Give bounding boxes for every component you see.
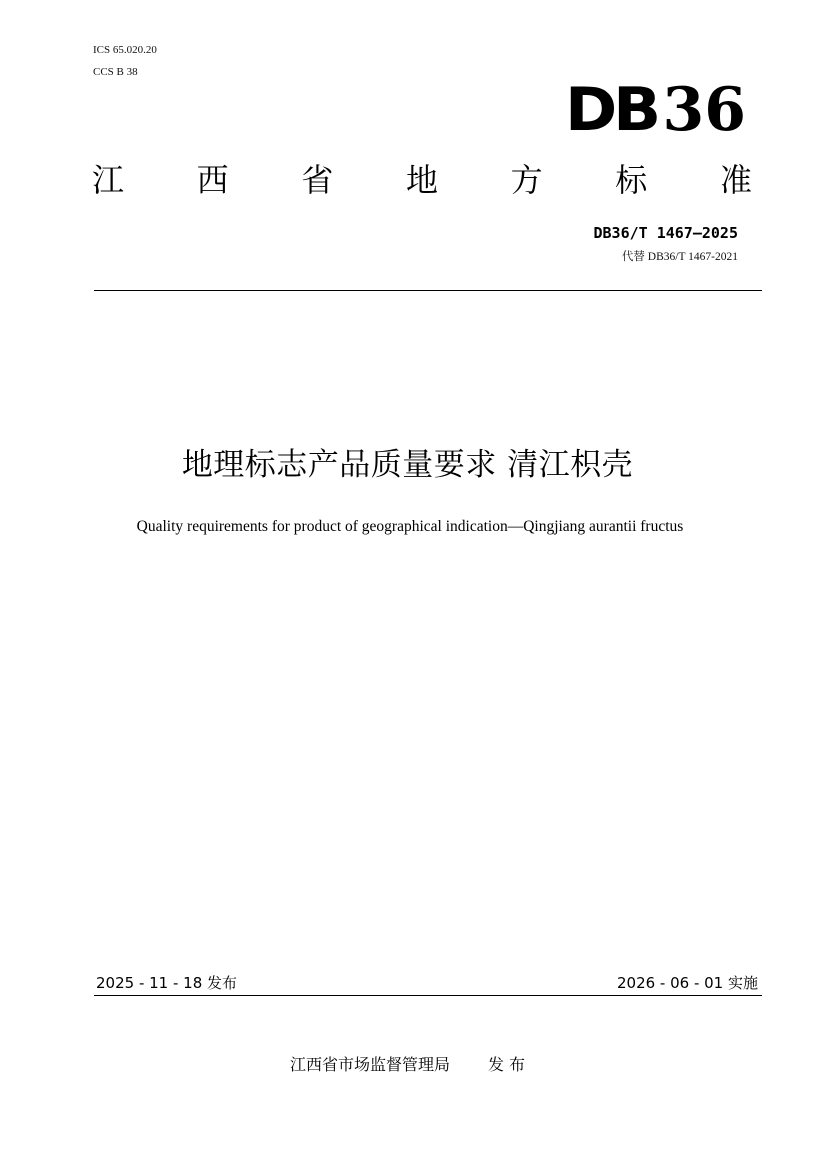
footer-divider xyxy=(94,995,762,996)
title-char: 省 xyxy=(301,161,334,199)
publisher xyxy=(0,1054,815,1076)
publish-action: 发 布 xyxy=(487,1055,526,1074)
publisher-org: 江西省市场监督管理局 xyxy=(289,1055,450,1074)
ics-code: ICS 65.020.20 xyxy=(93,44,157,56)
document-title-zh: 地理标志产品质量要求 清江枳壳 xyxy=(181,447,634,483)
title-char: 西 xyxy=(196,161,229,199)
header-divider xyxy=(94,290,762,291)
replaces-standard: 代替 DB36/T 1467-2021 xyxy=(621,251,738,263)
issue-date: 2025 - 11 - 18 发布 xyxy=(96,974,238,992)
implementation-date: 2026 - 06 - 01 实施 xyxy=(616,974,758,992)
document-title-en: Quality requirements for product of geographical indication—Qingjiang aurantii fructus xyxy=(136,518,684,535)
province-standard-title xyxy=(92,160,752,200)
logo-number: 36 xyxy=(662,75,747,145)
title-char: 准 xyxy=(719,161,752,199)
db-logo xyxy=(565,75,747,145)
standard-number: DB36/T 1467—2025 xyxy=(593,224,738,242)
logo-letters: DB xyxy=(565,75,657,145)
ccs-code: CCS B 38 xyxy=(93,66,138,78)
title-char: 标 xyxy=(615,161,648,199)
title-char: 方 xyxy=(510,161,543,199)
title-char: 地 xyxy=(405,161,438,199)
title-char: 江 xyxy=(92,161,125,199)
